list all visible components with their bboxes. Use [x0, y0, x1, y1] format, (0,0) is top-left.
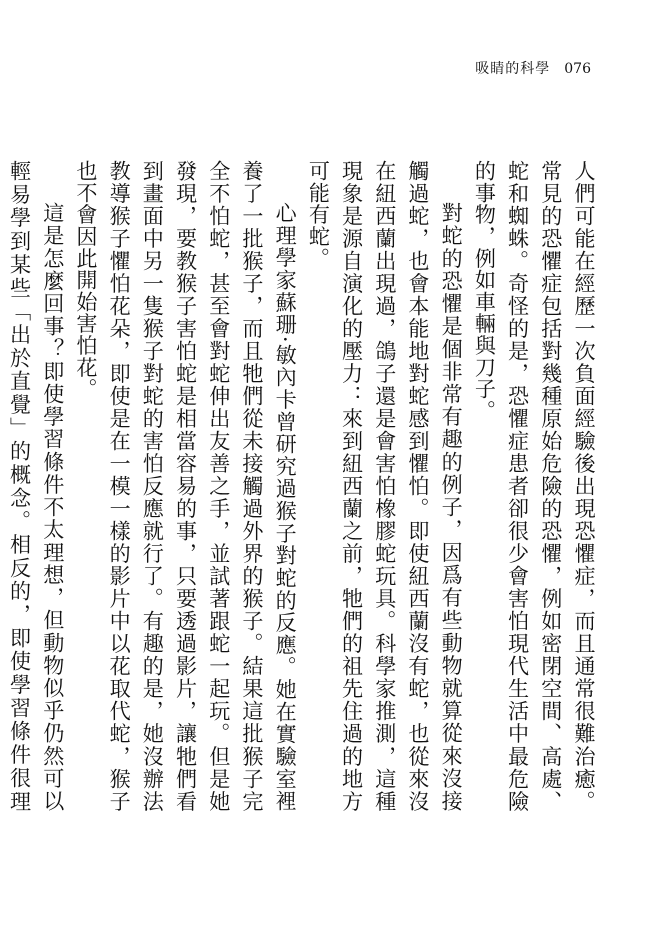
paragraph: 對蛇的恐懼是個非常有趣的例子，因爲有些動物就算從來沒接觸過蛇，也會本能地對蛇感到懼怕。即使紐西蘭沒有蛇，也從來沒在紐西蘭出現過，鴿子還是會害怕橡膠蛇玩具。科學家推測，這種現象是源自演化的壓力：來到紐西蘭之前，牠們的祖先住過的地方可能有蛇。 — [306, 160, 465, 812]
body-text — [0, 160, 601, 812]
paragraph: 這是怎麼回事？即使學習條件不太理想，但動物似乎仍然可以輕易學到某些「出於直覺」的概念。相反的，即使學習條件很理 — [7, 160, 66, 812]
paragraph: 心理學家蘇珊·敏內卡曾研究過猴子對蛇的反應。她在實驗室裡養了一批猴子，而且牠們從未接觸過外界的猴子。結果這批猴子完全不怕蛇，甚至會對蛇伸出友善之手，並試著跟蛇一起玩。但是她發現，要教猴子害怕蛇是相當容易的事，只要透過影片，讓牠們看到畫面中另一隻猴子對蛇的害怕反應就行了。有趣的是，她沒辦法教導猴子懼怕花朵，即使是在一模一樣的影片中以花取代蛇，猴子也不會因此開始害怕花。 — [73, 160, 299, 812]
page-number: 076 — [564, 61, 591, 77]
running-header — [475, 58, 591, 78]
book-title: 吸睛的科學 — [475, 61, 551, 77]
paragraph: 人們可能在經歷一次負面經驗後出現恐懼症，而且通常很難治癒。常見的恐懼症包括對幾種原始危險的恐懼，例如密閉空間、高處、蛇和蜘蛛。奇怪的是，恐懼症患者卻很少會害怕現代生活中最危險的事物，例如車輛與刀子。 — [472, 160, 597, 812]
